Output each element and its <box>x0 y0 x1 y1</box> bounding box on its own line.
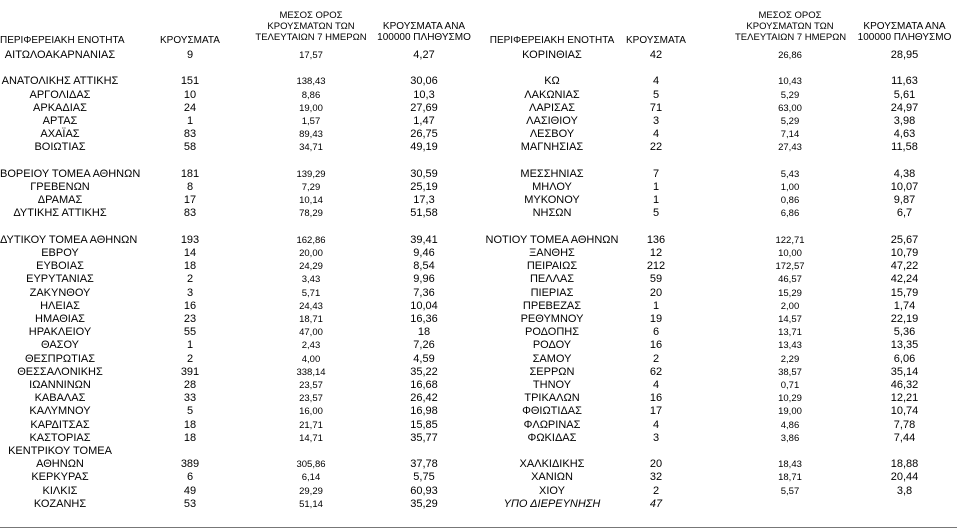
table-row <box>0 115 957 128</box>
cell-left-per100: 10,04 <box>410 300 438 312</box>
header-region-right: ΠΕΡΙΦΕΡΕΙΑΚΗ ΕΝΟΤΗΤΑ <box>489 35 615 46</box>
cell-right-region: ΞΑΝΘΗΣ <box>529 247 575 259</box>
cell-right-cases: 1 <box>652 181 660 193</box>
table-row <box>0 419 957 432</box>
cell-left-cases: 181 <box>180 168 200 180</box>
cell-right-region: ΣΑΜΟΥ <box>532 353 572 365</box>
cell-right-per100: 12,21 <box>890 392 919 404</box>
cell-right-per100: 24,97 <box>890 102 919 114</box>
table-row <box>0 392 957 405</box>
cell-right-avg: 18,71 <box>778 472 802 483</box>
cell-right-cases: 7 <box>652 168 660 180</box>
cell-left-region: ΕΥΒΟΙΑΣ <box>36 260 84 272</box>
table-row <box>0 300 957 313</box>
header-avg-left: ΜΕΣΟΣ ΟΡΟΣ ΚΡΟΥΣΜΑΤΩΝ ΤΩΝ ΤΕΛΕΥΤΑΙΩΝ 7 ΗΜΕΡΩΝ <box>255 10 367 43</box>
cell-left-cases: 14 <box>183 247 197 259</box>
cell-right-region: ΛΑΣΙΘΙΟΥ <box>526 115 578 127</box>
cell-left-avg: 29,29 <box>299 486 323 497</box>
cell-right-per100: 13,35 <box>890 339 919 351</box>
cell-left-cases: 1 <box>186 339 194 351</box>
cell-right-avg: 3,86 <box>780 433 800 444</box>
cell-right-per100: 11,63 <box>891 75 918 87</box>
cell-right-per100: 18,88 <box>890 458 919 470</box>
cell-right-avg: 0,71 <box>780 380 800 391</box>
cell-right-per100: 5,36 <box>893 326 916 338</box>
cell-right-avg: 2,00 <box>780 301 800 312</box>
cell-right-cases: 4 <box>652 419 660 431</box>
table-row <box>0 445 957 458</box>
cell-right-avg: 19,00 <box>778 406 802 417</box>
cell-right-avg: 13,43 <box>778 340 802 351</box>
cell-right-region: ΛΑΚΩΝΙΑΣ <box>524 89 580 101</box>
table-row <box>0 194 957 207</box>
cell-right-per100: 4,38 <box>893 168 916 180</box>
cell-right-cases: 5 <box>652 89 660 101</box>
cell-right-per100: 35,14 <box>890 366 919 378</box>
cell-left-avg: 47,00 <box>299 327 323 338</box>
cell-left-avg: 89,43 <box>299 129 323 140</box>
table-row <box>0 353 957 366</box>
cell-left-cases: 58 <box>183 141 197 153</box>
cell-left-per100: 5,75 <box>413 471 435 483</box>
cell-left-avg: 14,71 <box>299 433 323 444</box>
cell-left-region: ΖΑΚΥΝΘΟΥ <box>29 287 91 299</box>
cell-right-per100: 25,67 <box>890 234 919 246</box>
cell-right-region: ΠΡΕΒΕΖΑΣ <box>522 300 582 312</box>
cell-left-avg: 10,14 <box>299 195 323 206</box>
cell-right-region: ΤΗΝΟΥ <box>532 379 572 391</box>
cell-left-avg: 34,71 <box>299 142 323 153</box>
cell-right-avg: 5,29 <box>780 116 800 127</box>
cell-right-per100: 7,44 <box>893 432 916 444</box>
cell-left-per100: 49,19 <box>410 141 438 153</box>
cell-right-cases: 3 <box>652 432 660 444</box>
cell-right-cases: 6 <box>652 326 660 338</box>
cell-right-per100: 10,79 <box>890 247 919 259</box>
header-cases-left: ΚΡΟΥΣΜΑΤΑ <box>160 35 220 46</box>
cell-right-cases: 12 <box>649 247 663 259</box>
table-row <box>0 221 957 234</box>
table-row <box>0 313 957 326</box>
cell-right-avg: 5,43 <box>780 169 800 180</box>
cell-left-region: ΕΒΡΟΥ <box>41 247 79 259</box>
cell-right-region: ΠΕΛΛΑΣ <box>529 273 575 285</box>
cell-left-per100: 30,59 <box>410 168 438 180</box>
table-row <box>0 168 957 181</box>
table-row <box>0 75 957 88</box>
header-avg-right: ΜΕΣΟΣ ΟΡΟΣ ΚΡΟΥΣΜΑΤΩΝ ΤΩΝ ΤΕΛΕΥΤΑΙΩΝ 7 ΗΜΕΡΩΝ <box>735 10 847 43</box>
cell-right-region: ΜΥΚΟΝΟΥ <box>524 194 580 206</box>
cell-left-region: ΑΡΤΑΣ <box>42 115 78 127</box>
cell-right-region: ΡΕΘΥΜΝΟΥ <box>520 313 584 325</box>
cell-right-region: ΚΩ <box>544 75 560 87</box>
table-row <box>0 128 957 141</box>
cell-right-cases: 1 <box>652 194 660 206</box>
cell-right-avg: 1,00 <box>780 182 800 193</box>
cell-left-avg: 1,57 <box>301 116 321 127</box>
cell-left-region: ΚΑΛΥΜΝΟΥ <box>29 405 91 417</box>
cell-left-cases: 9 <box>186 49 194 61</box>
cell-left-cases: 33 <box>183 392 197 404</box>
cell-left-cases: 18 <box>183 419 197 431</box>
cell-right-cases: 22 <box>649 141 663 153</box>
cell-right-avg: 0,86 <box>780 195 800 206</box>
table-row <box>0 432 957 445</box>
cell-left-per100: 15,85 <box>410 419 438 431</box>
cell-right-avg: 27,43 <box>778 142 802 153</box>
cell-left-per100: 7,26 <box>413 339 435 351</box>
cell-right-avg: 26,86 <box>778 50 802 61</box>
table-row <box>0 458 957 471</box>
cell-left-cases: 5 <box>186 405 194 417</box>
cell-left-avg: 19,00 <box>299 103 323 114</box>
cell-left-per100: 25,19 <box>410 181 438 193</box>
cell-right-region: ΧΑΝΙΩΝ <box>531 471 573 483</box>
cell-right-avg: 18,43 <box>778 459 802 470</box>
table-row <box>0 260 957 273</box>
table-row <box>0 247 957 260</box>
cell-left-per100: 35,22 <box>410 366 438 378</box>
cell-right-region: ΥΠΟ ΔΙΕΡΕΥΝΗΣΗ <box>503 498 601 510</box>
cell-left-avg: 23,57 <box>299 393 323 404</box>
cell-left-cases: 389 <box>180 458 200 470</box>
cell-right-region: ΧΑΛΚΙΔΙΚΗΣ <box>519 458 585 470</box>
cell-left-region: ΕΥΡΥΤΑΝΙΑΣ <box>26 273 94 285</box>
cell-left-avg: 6,14 <box>301 472 321 483</box>
table-row <box>0 339 957 352</box>
table-row <box>0 498 957 511</box>
cell-left-cases: 83 <box>183 128 197 140</box>
cell-right-per100: 3,98 <box>893 115 916 127</box>
cell-right-per100: 10,07 <box>890 181 919 193</box>
cell-right-cases: 20 <box>649 287 663 299</box>
table-row <box>0 326 957 339</box>
cell-left-region: ΚΑΡΔΙΤΣΑΣ <box>30 419 90 431</box>
cell-left-region: ΑΧΑΪΑΣ <box>40 128 80 140</box>
cell-right-per100: 42,24 <box>890 273 919 285</box>
cell-left-cases: 23 <box>183 313 197 325</box>
cell-left-per100: 35,77 <box>410 432 438 444</box>
cell-left-region: ΚΑΒΑΛΑΣ <box>34 392 86 404</box>
cell-left-avg: 8,86 <box>301 90 321 101</box>
cell-right-region: ΜΑΓΝΗΣΙΑΣ <box>520 141 584 153</box>
cell-right-cases: 2 <box>652 353 660 365</box>
cell-right-cases: 136 <box>646 234 666 246</box>
cell-left-per100: 16,68 <box>410 379 438 391</box>
cell-left-region: ΒΟΙΩΤΙΑΣ <box>34 141 86 153</box>
cell-left-per100: 26,42 <box>410 392 438 404</box>
cell-right-avg: 7,14 <box>780 129 800 140</box>
cell-left-cases: 193 <box>180 234 200 246</box>
cell-right-per100: 5,61 <box>893 89 916 101</box>
cell-right-region: ΜΗΛΟΥ <box>532 181 572 193</box>
cell-right-region: ΜΕΣΣΗΝΙΑΣ <box>520 168 584 180</box>
cell-left-avg: 78,29 <box>299 208 323 219</box>
cell-right-region: ΡΟΔΟΠΗΣ <box>524 326 580 338</box>
cell-right-cases: 16 <box>649 392 663 404</box>
cell-left-per100: 37,78 <box>410 458 438 470</box>
cell-right-per100: 28,95 <box>890 49 919 61</box>
cell-right-per100: 10,74 <box>890 405 919 417</box>
cell-right-per100: 11,58 <box>891 141 918 153</box>
cell-right-cases: 17 <box>649 405 663 417</box>
cell-right-per100: 9,87 <box>893 194 916 206</box>
table-row <box>0 141 957 154</box>
cell-right-avg: 6,86 <box>780 208 800 219</box>
cell-left-per100: 10,3 <box>413 89 435 101</box>
cell-right-per100: 47,22 <box>890 260 919 272</box>
cell-right-avg: 10,00 <box>778 248 802 259</box>
cell-right-avg: 172,57 <box>775 261 805 272</box>
table-row <box>0 49 957 62</box>
cell-right-cases: 32 <box>649 471 663 483</box>
cell-left-per100: 16,98 <box>410 405 438 417</box>
cell-left-avg: 16,00 <box>299 406 323 417</box>
cell-left-cases: 2 <box>186 273 194 285</box>
cell-left-avg: 338,14 <box>296 367 326 378</box>
cell-left-region: ΘΕΣΠΡΩΤΙΑΣ <box>24 353 96 365</box>
cell-left-region: ΔΥΤΙΚΗΣ ΑΤΤΙΚΗΣ <box>13 207 107 219</box>
cell-right-per100: 6,06 <box>893 353 916 365</box>
cell-left-region: ΚΕΝΤΡΙΚΟΥ ΤΟΜΕΑ <box>8 445 112 457</box>
cell-right-region: ΦΛΩΡΙΝΑΣ <box>523 419 581 431</box>
cell-left-cases: 49 <box>183 485 197 497</box>
cell-right-avg: 46,57 <box>778 274 802 285</box>
cell-left-avg: 21,71 <box>299 420 323 431</box>
cell-right-cases: 62 <box>649 366 663 378</box>
table-row <box>0 273 957 286</box>
table-row <box>0 234 957 247</box>
cell-left-region: ΗΡΑΚΛΕΙΟΥ <box>28 326 92 338</box>
cell-right-cases: 5 <box>652 207 660 219</box>
cell-right-per100: 7,78 <box>893 419 916 431</box>
cell-left-per100: 4,27 <box>413 49 435 61</box>
cell-left-avg: 162,86 <box>296 235 326 246</box>
cell-left-avg: 139,29 <box>296 169 326 180</box>
cell-left-per100: 39,41 <box>410 234 438 246</box>
cell-right-cases: 4 <box>652 128 660 140</box>
cell-left-cases: 55 <box>183 326 197 338</box>
cell-left-per100: 26,75 <box>410 128 438 140</box>
cell-left-cases: 8 <box>186 181 194 193</box>
cell-right-avg: 38,57 <box>778 367 802 378</box>
cell-left-per100: 35,29 <box>410 498 438 510</box>
cell-left-avg: 3,43 <box>301 274 321 285</box>
cell-right-per100: 46,32 <box>890 379 919 391</box>
cell-left-avg: 24,43 <box>299 301 323 312</box>
cell-left-region: ΘΑΣΟΥ <box>40 339 80 351</box>
cell-right-per100: 6,7 <box>896 207 913 219</box>
cell-right-region: ΛΑΡΙΣΑΣ <box>528 102 575 114</box>
cell-right-avg: 5,57 <box>780 486 800 497</box>
cell-right-cases: 19 <box>649 313 663 325</box>
cell-left-region: ΚΑΣΤΟΡΙΑΣ <box>29 432 91 444</box>
cell-left-cases: 391 <box>180 366 200 378</box>
cell-left-avg: 24,29 <box>299 261 323 272</box>
table-row <box>0 62 957 75</box>
table-row <box>0 366 957 379</box>
header-cases-right: ΚΡΟΥΣΜΑΤΑ <box>626 35 686 46</box>
table-row <box>0 102 957 115</box>
header-per100k-right: ΚΡΟΥΣΜΑΤΑ ΑΝΑ 100000 ΠΛΗΘΥΣΜΟ <box>857 21 952 43</box>
cell-left-avg: 51,14 <box>299 499 323 510</box>
cell-left-per100: 9,96 <box>413 273 435 285</box>
cell-right-cases: 2 <box>652 485 660 497</box>
table-row <box>0 89 957 102</box>
cell-left-per100: 1,47 <box>413 115 435 127</box>
cell-left-avg: 138,43 <box>296 76 326 87</box>
table-row <box>0 181 957 194</box>
cell-left-region: ΑΙΤΩΛΟΑΚΑΡΝΑΝΙΑΣ <box>4 49 116 61</box>
cell-left-cases: 83 <box>183 207 197 219</box>
cell-right-avg: 63,00 <box>778 103 802 114</box>
cell-left-region: ΗΜΑΘΙΑΣ <box>35 313 85 325</box>
table-row <box>0 155 957 168</box>
cell-left-per100: 9,46 <box>413 247 435 259</box>
cell-right-avg: 10,43 <box>778 76 802 87</box>
cell-right-region: ΧΙΟΥ <box>539 485 565 497</box>
cell-right-avg: 10,29 <box>778 393 802 404</box>
table-row <box>0 379 957 392</box>
cell-left-cases: 28 <box>183 379 197 391</box>
cell-right-region: ΣΕΡΡΩΝ <box>529 366 575 378</box>
cell-left-per100: 4,59 <box>413 353 435 365</box>
cell-left-cases: 53 <box>183 498 197 510</box>
cell-left-region: ΑΘΗΝΩΝ <box>36 458 84 470</box>
cell-right-region: ΝΟΤΙΟΥ ΤΟΜΕΑ ΑΘΗΝΩΝ <box>485 234 619 246</box>
cell-right-region: ΠΙΕΡΙΑΣ <box>530 287 574 299</box>
cell-right-region: ΚΟΡΙΝΘΙΑΣ <box>522 49 582 61</box>
cell-left-region: ΙΩΑΝΝΙΝΩΝ <box>29 379 91 391</box>
cell-left-region: ΑΝΑΤΟΛΙΚΗΣ ΑΤΤΙΚΗΣ <box>1 75 119 87</box>
cell-left-cases: 18 <box>183 260 197 272</box>
header-per100k-left: ΚΡΟΥΣΜΑΤΑ ΑΝΑ 100000 ΠΛΗΘΥΣΜΟ <box>377 21 471 43</box>
cell-left-per100: 8,54 <box>413 260 435 272</box>
table-header <box>0 10 957 46</box>
cell-right-cases: 42 <box>649 49 663 61</box>
cell-right-region: ΤΡΙΚΑΛΩΝ <box>524 392 580 404</box>
table-row <box>0 405 957 418</box>
cell-left-region: ΚΙΛΚΙΣ <box>42 485 78 497</box>
cell-right-cases: 4 <box>652 75 660 87</box>
cell-right-per100: 4,63 <box>893 128 916 140</box>
cell-left-avg: 17,57 <box>299 50 323 61</box>
cell-right-cases: 59 <box>649 273 663 285</box>
cell-left-avg: 20,00 <box>299 248 323 259</box>
cell-left-per100: 18 <box>417 326 431 338</box>
cell-left-region: ΚΕΡΚΥΡΑΣ <box>31 471 89 483</box>
cell-right-region: ΦΩΚΙΔΑΣ <box>527 432 577 444</box>
cell-left-cases: 6 <box>186 471 194 483</box>
cell-right-region: ΡΟΔΟΥ <box>532 339 572 351</box>
cell-left-avg: 2,43 <box>301 340 321 351</box>
cell-right-avg: 4,86 <box>780 420 800 431</box>
cell-left-cases: 2 <box>186 353 194 365</box>
cell-left-avg: 5,71 <box>301 288 321 299</box>
cell-left-avg: 23,57 <box>299 380 323 391</box>
cell-left-avg: 305,86 <box>296 459 326 470</box>
cell-left-region: ΗΛΕΙΑΣ <box>40 300 80 312</box>
cell-right-avg: 122,71 <box>775 235 805 246</box>
cell-left-per100: 30,06 <box>410 75 438 87</box>
table-row <box>0 485 957 498</box>
cell-left-region: ΓΡΕΒΕΝΩΝ <box>30 181 90 193</box>
table-row <box>0 287 957 300</box>
cell-right-per100: 20,44 <box>890 471 919 483</box>
cell-right-cases: 212 <box>646 260 666 272</box>
cell-right-per100: 22,19 <box>890 313 919 325</box>
cell-right-cases: 16 <box>649 339 663 351</box>
cell-left-per100: 16,36 <box>410 313 438 325</box>
cell-left-per100: 27,69 <box>410 102 438 114</box>
cell-left-per100: 51,58 <box>410 207 438 219</box>
cell-left-cases: 17 <box>183 194 197 206</box>
cell-right-cases: 71 <box>649 102 663 114</box>
cell-left-region: ΔΡΑΜΑΣ <box>37 194 83 206</box>
cell-right-avg: 13,71 <box>778 327 802 338</box>
table-row <box>0 471 957 484</box>
cell-left-per100: 7,36 <box>413 287 435 299</box>
cell-right-per100: 15,79 <box>890 287 919 299</box>
cell-right-avg: 2,29 <box>780 354 800 365</box>
cell-left-per100: 60,93 <box>410 485 438 497</box>
cell-left-per100: 17,3 <box>413 194 435 206</box>
cell-left-cases: 18 <box>183 432 197 444</box>
cell-right-cases: 47 <box>649 498 663 510</box>
cell-right-avg: 5,29 <box>780 90 800 101</box>
cell-left-region: ΒΟΡΕΙΟΥ ΤΟΜΕΑ ΑΘΗΝΩΝ <box>0 168 141 180</box>
cell-right-per100: 3,8 <box>896 485 913 497</box>
cell-left-cases: 24 <box>183 102 197 114</box>
cell-right-region: ΦΘΙΩΤΙΔΑΣ <box>522 405 582 417</box>
cell-left-cases: 10 <box>183 89 197 101</box>
cell-left-region: ΚΟΖΑΝΗΣ <box>33 498 87 510</box>
cell-right-cases: 3 <box>652 115 660 127</box>
header-region-left: ΠΕΡΙΦΕΡΕΙΑΚΗ ΕΝΟΤΗΤΑ <box>0 35 125 46</box>
cell-right-avg: 15,29 <box>778 288 802 299</box>
cell-left-region: ΑΡΚΑΔΙΑΣ <box>33 102 87 114</box>
cell-left-region: ΘΕΣΣΑΛΟΝΙΚΗΣ <box>17 366 103 378</box>
cell-left-cases: 1 <box>186 115 194 127</box>
cell-right-cases: 4 <box>652 379 660 391</box>
cell-left-region: ΔΥΤΙΚΟΥ ΤΟΜΕΑ ΑΘΗΝΩΝ <box>0 234 138 246</box>
cell-right-cases: 1 <box>652 300 660 312</box>
cell-left-avg: 7,29 <box>301 182 321 193</box>
cell-right-per100: 1,74 <box>893 300 916 312</box>
cell-right-region: ΛΕΣΒΟΥ <box>529 128 575 140</box>
cell-left-avg: 18,71 <box>299 314 323 325</box>
cell-left-cases: 151 <box>180 75 200 87</box>
cell-right-avg: 14,57 <box>778 314 802 325</box>
cell-left-cases: 16 <box>183 300 197 312</box>
table-row <box>0 207 957 220</box>
cell-right-region: ΝΗΣΩΝ <box>532 207 572 219</box>
cell-left-region: ΑΡΓΟΛΙΔΑΣ <box>29 89 91 101</box>
cell-right-cases: 20 <box>649 458 663 470</box>
cell-left-avg: 4,00 <box>301 354 321 365</box>
cell-left-cases: 3 <box>186 287 194 299</box>
cell-right-region: ΠΕΙΡΑΙΩΣ <box>526 260 578 272</box>
